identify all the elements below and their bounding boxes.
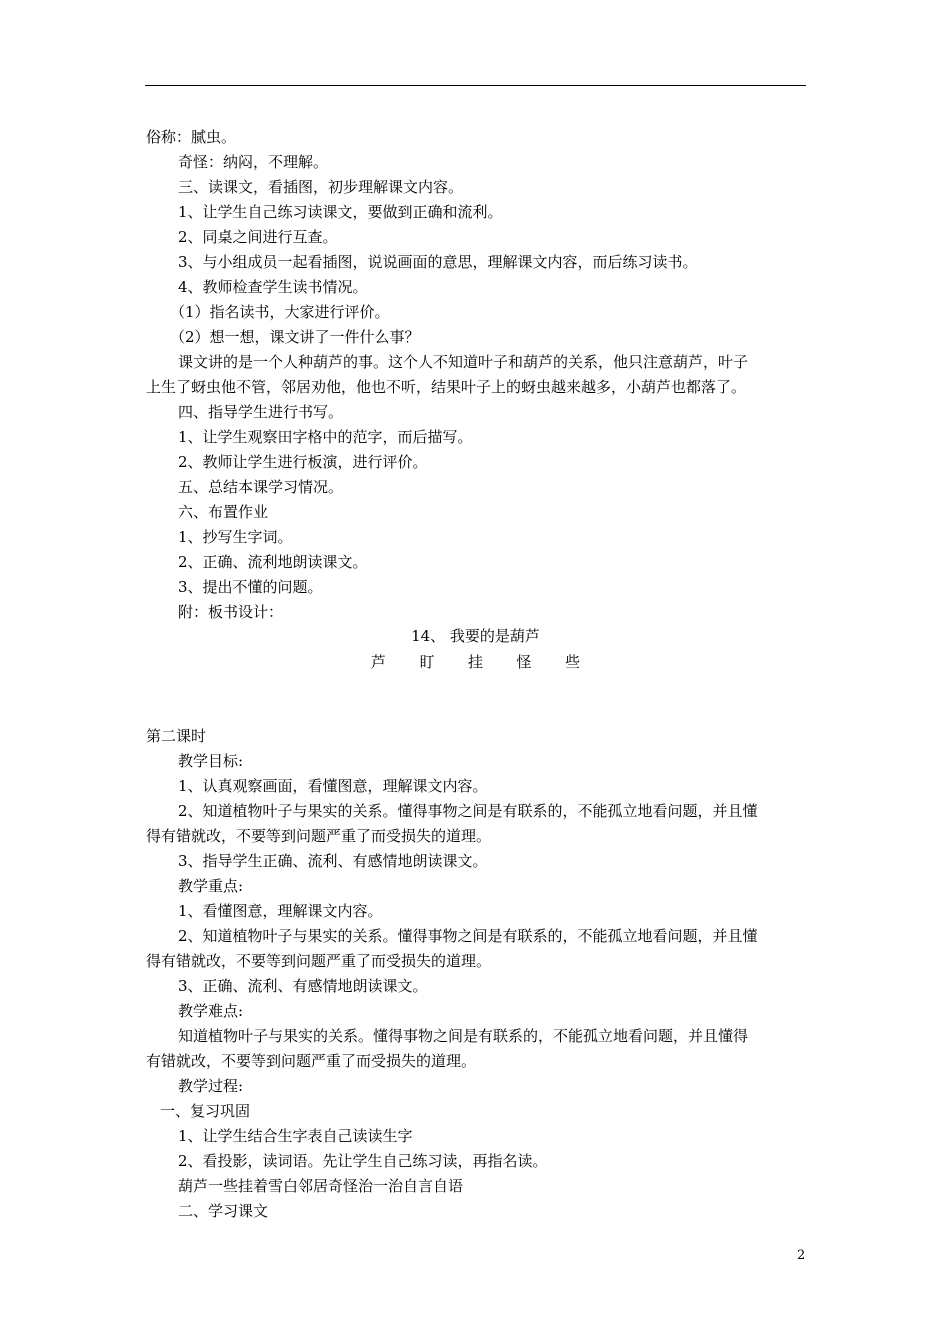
- text-line: 1、让学生观察田字格中的范字，而后描写。: [178, 428, 473, 446]
- text-line: 教学重点:: [178, 877, 244, 895]
- text-line: 附：板书设计：: [178, 603, 284, 621]
- board-characters: 芦 盯 挂 怪 些: [370, 653, 581, 671]
- text-line: 有错就改，不要等到问题严重了而受损失的道理。: [146, 1052, 477, 1070]
- text-line: 3、指导学生正确、流利、有感情地朗读课文。: [178, 852, 488, 870]
- text-line: 课文讲的是一个人种葫芦的事。这个人不知道叶子和葫芦的关系，他只注意葫芦，叶子: [178, 353, 749, 371]
- text-line: 3、提出不懂的问题。: [178, 578, 323, 596]
- header-rule: [145, 85, 806, 86]
- text-line: 2、正确、流利地朗读课文。: [178, 553, 368, 571]
- text-line: 知道植物叶子与果实的关系。懂得事物之间是有联系的，不能孤立地看问题，并且懂得: [178, 1027, 749, 1045]
- text-line: 1、让学生结合生字表自己读读生字: [178, 1127, 413, 1145]
- section-heading: 六、布置作业: [178, 503, 269, 521]
- text-line: 1、看懂图意，理解课文内容。: [178, 902, 383, 920]
- text-line: 2、看投影，读词语。先让学生自己练习读，再指名读。: [178, 1152, 548, 1170]
- text-line: 2、知道植物叶子与果实的关系。懂得事物之间是有联系的，不能孤立地看问题，并且懂: [178, 927, 758, 945]
- board-title: 14、 我要的是葫芦: [411, 627, 540, 645]
- text-line: 奇怪：纳闷，不理解。: [178, 153, 329, 171]
- text-line: 教学目标:: [178, 752, 244, 770]
- text-line: 3、正确、流利、有感情地朗读课文。: [178, 977, 428, 995]
- section-heading: 三、读课文，看插图，初步理解课文内容。: [178, 178, 464, 196]
- text-line: 教学难点:: [178, 1002, 244, 1020]
- text-line: （1）指名读书，大家进行评价。: [170, 303, 390, 321]
- section-heading: 五、总结本课学习情况。: [178, 478, 344, 496]
- text-line: 2、同桌之间进行互查。: [178, 228, 338, 246]
- text-line: 4、教师检查学生读书情况。: [178, 278, 368, 296]
- text-line: 2、教师让学生进行板演，进行评价。: [178, 453, 428, 471]
- text-line: 俗称：腻虫。: [146, 128, 237, 146]
- text-line: 教学过程:: [178, 1077, 244, 1095]
- text-line: 1、认真观察画面，看懂图意，理解课文内容。: [178, 777, 488, 795]
- section-title: 第二课时: [146, 727, 207, 745]
- section-heading: 二、学习课文: [178, 1202, 269, 1220]
- page-number: 2: [797, 1248, 806, 1263]
- text-line: 上生了蚜虫他不管，邻居劝他，他也不听，结果叶子上的蚜虫越来越多，小葫芦也都落了。: [146, 378, 747, 396]
- text-line: 得有错就改，不要等到问题严重了而受损失的道理。: [146, 952, 492, 970]
- text-line: 3、与小组成员一起看插图，说说画面的意思，理解课文内容，而后练习读书。: [178, 253, 698, 271]
- text-line: 葫芦一些挂着雪白邻居奇怪治一治自言自语: [178, 1177, 464, 1195]
- text-line: 得有错就改，不要等到问题严重了而受损失的道理。: [146, 827, 492, 845]
- text-line: （2）想一想，课文讲了一件什么事？: [170, 328, 420, 346]
- text-line: 1、让学生自己练习读课文，要做到正确和流利。: [178, 203, 503, 221]
- text-line: 1、抄写生字词。: [178, 528, 293, 546]
- text-line: 2、知道植物叶子与果实的关系。懂得事物之间是有联系的，不能孤立地看问题，并且懂: [178, 802, 758, 820]
- section-heading: 四、指导学生进行书写。: [178, 403, 344, 421]
- section-heading: 一、复习巩固: [160, 1102, 251, 1120]
